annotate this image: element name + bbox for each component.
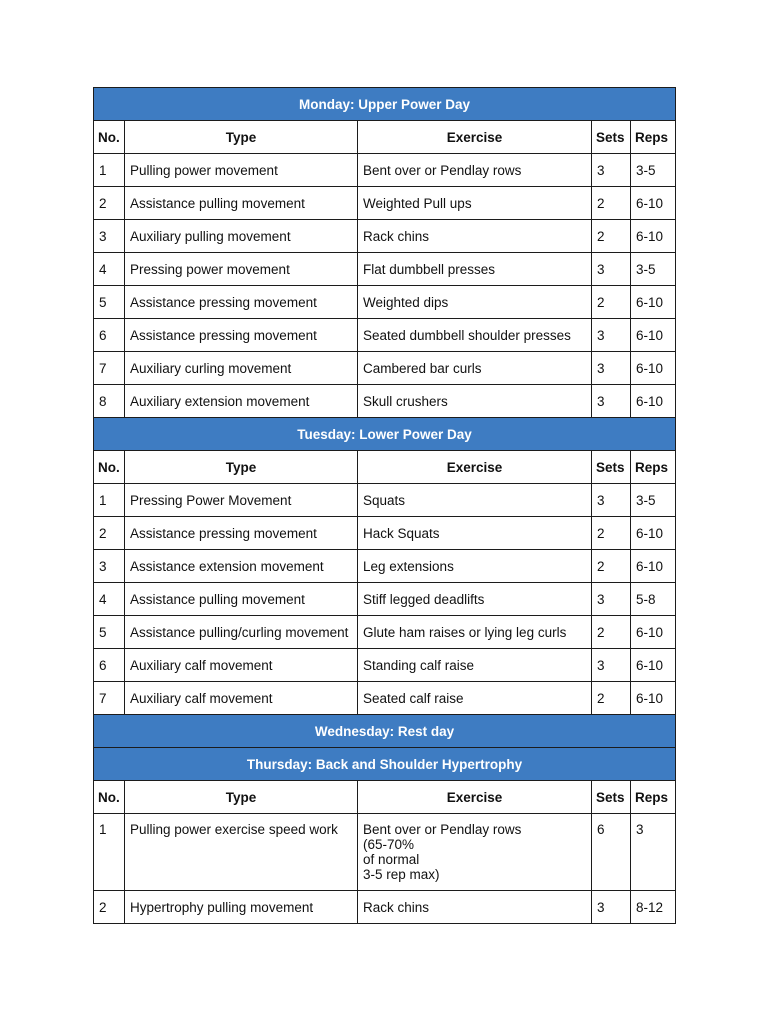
cell-exercise: Leg extensions xyxy=(358,550,592,583)
cell-exercise: Rack chins xyxy=(358,220,592,253)
table-row xyxy=(94,154,676,187)
cell-reps: 6-10 xyxy=(631,616,676,649)
cell-type: Auxiliary calf movement xyxy=(125,649,358,682)
table-row xyxy=(94,583,676,616)
cell-no: 8 xyxy=(94,385,125,418)
column-header-reps: Reps xyxy=(631,781,676,814)
column-header-exercise: Exercise xyxy=(358,451,592,484)
cell-exercise: Standing calf raise xyxy=(358,649,592,682)
cell-exercise: Seated calf raise xyxy=(358,682,592,715)
cell-type: Assistance pulling/curling movement xyxy=(125,616,358,649)
cell-sets: 6 xyxy=(592,814,631,891)
cell-reps: 5-8 xyxy=(631,583,676,616)
cell-sets: 3 xyxy=(592,352,631,385)
cell-reps: 3 xyxy=(631,814,676,891)
column-header-sets: Sets xyxy=(592,451,631,484)
cell-no: 6 xyxy=(94,649,125,682)
cell-sets: 3 xyxy=(592,649,631,682)
cell-exercise: Glute ham raises or lying leg curls xyxy=(358,616,592,649)
cell-no: 5 xyxy=(94,616,125,649)
cell-sets: 2 xyxy=(592,550,631,583)
cell-sets: 3 xyxy=(592,385,631,418)
cell-no: 3 xyxy=(94,220,125,253)
cell-no: 2 xyxy=(94,187,125,220)
cell-reps: 6-10 xyxy=(631,286,676,319)
cell-type: Auxiliary pulling movement xyxy=(125,220,358,253)
cell-exercise: Flat dumbbell presses xyxy=(358,253,592,286)
cell-sets: 2 xyxy=(592,682,631,715)
cell-sets: 2 xyxy=(592,286,631,319)
cell-no: 7 xyxy=(94,352,125,385)
day-title: Tuesday: Lower Power Day xyxy=(94,418,676,451)
cell-type: Hypertrophy pulling movement xyxy=(125,891,358,924)
cell-no: 3 xyxy=(94,550,125,583)
column-header-row xyxy=(94,781,676,814)
cell-reps: 6-10 xyxy=(631,682,676,715)
cell-sets: 2 xyxy=(592,616,631,649)
cell-no: 2 xyxy=(94,517,125,550)
table-row xyxy=(94,220,676,253)
cell-sets: 2 xyxy=(592,187,631,220)
table-row xyxy=(94,616,676,649)
day-title: Thursday: Back and Shoulder Hypertrophy xyxy=(94,748,676,781)
column-header-no: No. xyxy=(94,121,125,154)
day-header-row xyxy=(94,715,676,748)
cell-type: Auxiliary curling movement xyxy=(125,352,358,385)
cell-type: Assistance pulling movement xyxy=(125,583,358,616)
cell-sets: 2 xyxy=(592,517,631,550)
cell-no: 6 xyxy=(94,319,125,352)
table-body xyxy=(94,88,676,924)
column-header-exercise: Exercise xyxy=(358,781,592,814)
column-header-type: Type xyxy=(125,451,358,484)
cell-sets: 3 xyxy=(592,253,631,286)
cell-reps: 6-10 xyxy=(631,550,676,583)
cell-reps: 8-12 xyxy=(631,891,676,924)
cell-reps: 6-10 xyxy=(631,319,676,352)
cell-no: 4 xyxy=(94,583,125,616)
cell-exercise: Weighted Pull ups xyxy=(358,187,592,220)
table-row xyxy=(94,253,676,286)
table-row xyxy=(94,484,676,517)
cell-exercise: Bent over or Pendlay rows (65-70% of normal 3-5 rep max) xyxy=(358,814,592,891)
table-row xyxy=(94,891,676,924)
cell-sets: 3 xyxy=(592,583,631,616)
cell-type: Assistance pressing movement xyxy=(125,319,358,352)
cell-sets: 3 xyxy=(592,891,631,924)
cell-reps: 3-5 xyxy=(631,484,676,517)
cell-no: 5 xyxy=(94,286,125,319)
cell-reps: 6-10 xyxy=(631,187,676,220)
cell-reps: 6-10 xyxy=(631,385,676,418)
cell-type: Assistance extension movement xyxy=(125,550,358,583)
table-row xyxy=(94,319,676,352)
cell-sets: 3 xyxy=(592,154,631,187)
column-header-row xyxy=(94,451,676,484)
cell-no: 1 xyxy=(94,814,125,891)
day-header-row xyxy=(94,418,676,451)
cell-reps: 3-5 xyxy=(631,253,676,286)
cell-exercise: Rack chins xyxy=(358,891,592,924)
table-row xyxy=(94,187,676,220)
column-header-reps: Reps xyxy=(631,121,676,154)
column-header-sets: Sets xyxy=(592,781,631,814)
cell-exercise: Hack Squats xyxy=(358,517,592,550)
day-title: Monday: Upper Power Day xyxy=(94,88,676,121)
cell-type: Assistance pressing movement xyxy=(125,517,358,550)
cell-no: 4 xyxy=(94,253,125,286)
column-header-row xyxy=(94,121,676,154)
cell-type: Pulling power exercise speed work xyxy=(125,814,358,891)
cell-type: Assistance pulling movement xyxy=(125,187,358,220)
cell-no: 2 xyxy=(94,891,125,924)
cell-sets: 3 xyxy=(592,484,631,517)
column-header-type: Type xyxy=(125,121,358,154)
cell-type: Pressing Power Movement xyxy=(125,484,358,517)
cell-reps: 6-10 xyxy=(631,352,676,385)
table-row xyxy=(94,649,676,682)
table-row xyxy=(94,682,676,715)
day-header-row xyxy=(94,88,676,121)
column-header-exercise: Exercise xyxy=(358,121,592,154)
cell-reps: 6-10 xyxy=(631,517,676,550)
cell-type: Pressing power movement xyxy=(125,253,358,286)
table-row xyxy=(94,352,676,385)
cell-type: Auxiliary extension movement xyxy=(125,385,358,418)
cell-reps: 6-10 xyxy=(631,649,676,682)
table-row xyxy=(94,286,676,319)
cell-exercise: Weighted dips xyxy=(358,286,592,319)
column-header-no: No. xyxy=(94,451,125,484)
cell-type: Assistance pressing movement xyxy=(125,286,358,319)
column-header-sets: Sets xyxy=(592,121,631,154)
cell-exercise: Stiff legged deadlifts xyxy=(358,583,592,616)
cell-sets: 3 xyxy=(592,319,631,352)
cell-exercise: Seated dumbbell shoulder presses xyxy=(358,319,592,352)
cell-no: 7 xyxy=(94,682,125,715)
cell-exercise: Squats xyxy=(358,484,592,517)
cell-reps: 6-10 xyxy=(631,220,676,253)
cell-reps: 3-5 xyxy=(631,154,676,187)
day-header-row xyxy=(94,748,676,781)
column-header-type: Type xyxy=(125,781,358,814)
table-row xyxy=(94,814,676,891)
cell-no: 1 xyxy=(94,484,125,517)
cell-type: Auxiliary calf movement xyxy=(125,682,358,715)
table-row xyxy=(94,385,676,418)
cell-exercise: Skull crushers xyxy=(358,385,592,418)
cell-type: Pulling power movement xyxy=(125,154,358,187)
table-row xyxy=(94,517,676,550)
table-row xyxy=(94,550,676,583)
cell-exercise: Bent over or Pendlay rows xyxy=(358,154,592,187)
cell-exercise: Cambered bar curls xyxy=(358,352,592,385)
column-header-no: No. xyxy=(94,781,125,814)
workout-schedule-table xyxy=(93,87,676,924)
column-header-reps: Reps xyxy=(631,451,676,484)
day-title: Wednesday: Rest day xyxy=(94,715,676,748)
cell-sets: 2 xyxy=(592,220,631,253)
cell-no: 1 xyxy=(94,154,125,187)
